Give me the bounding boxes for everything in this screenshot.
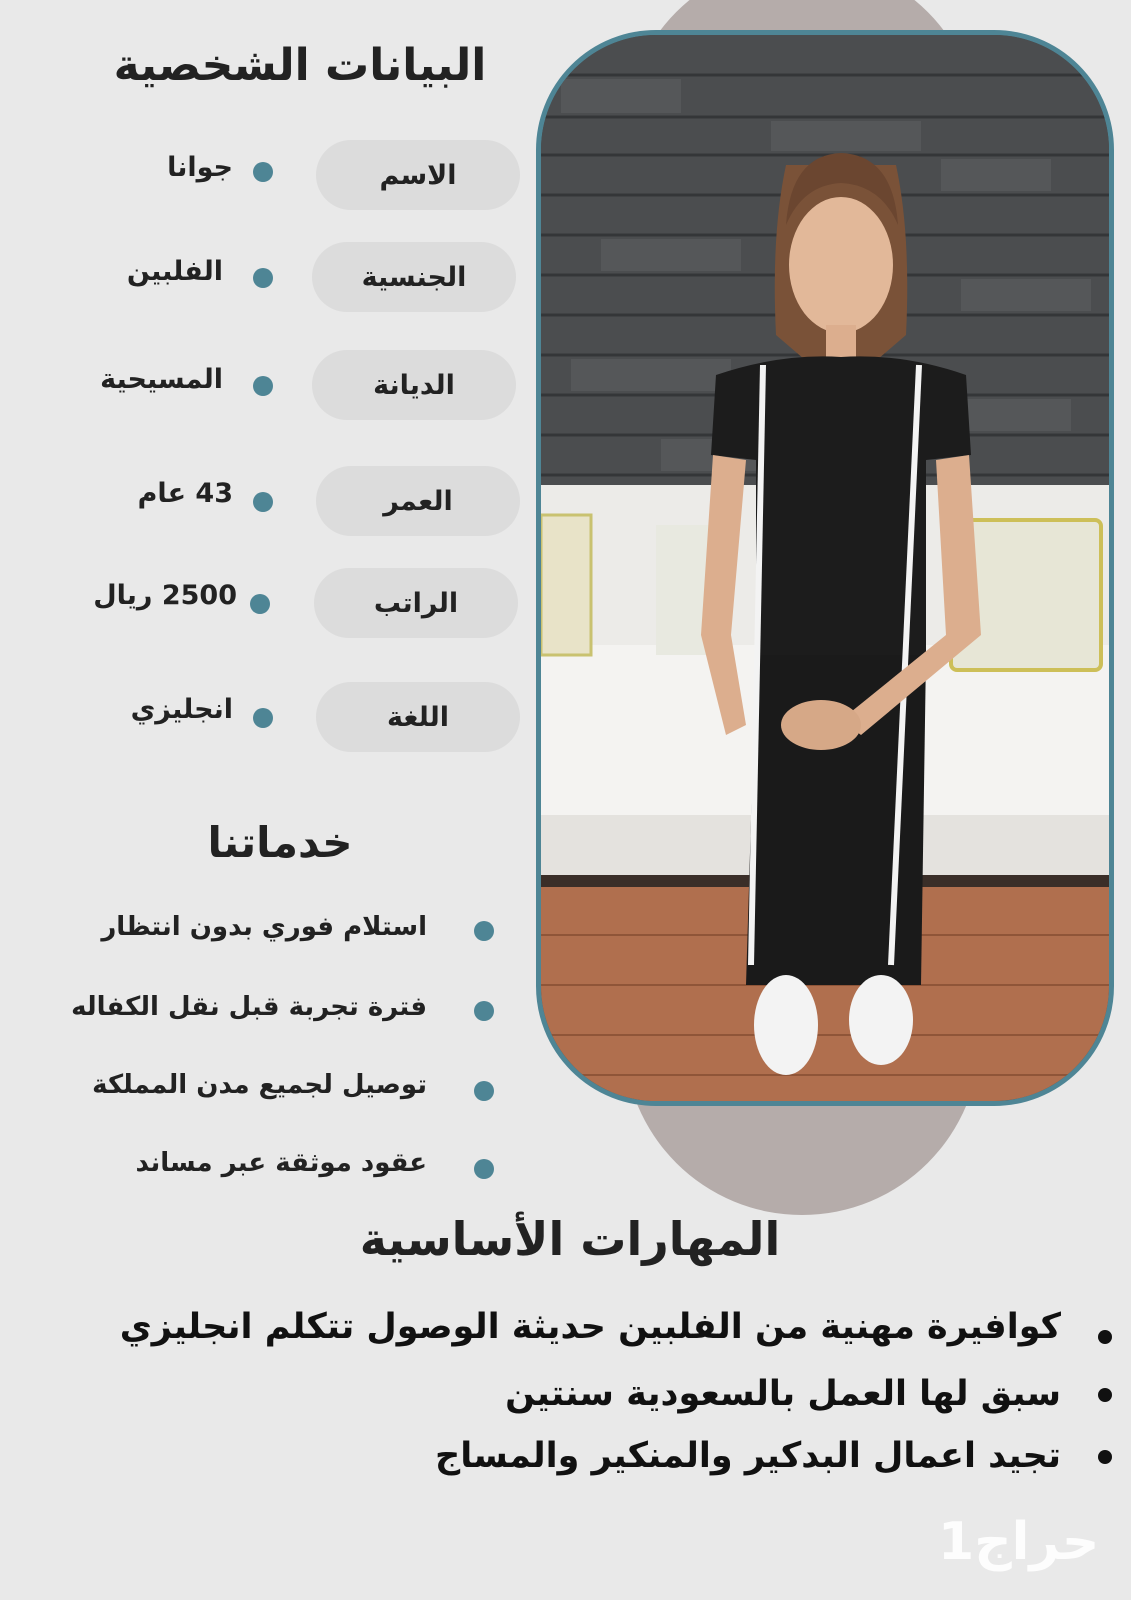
value-age: 43 عام: [137, 478, 233, 509]
service-item: استلام فوري بدون انتظار: [101, 912, 427, 942]
bullet-dot: [253, 376, 273, 396]
skill-item: تجيد اعمال البدكير والمنكير والمساج: [435, 1436, 1061, 1476]
bullet-dot: [474, 1001, 494, 1021]
skill-item: سبق لها العمل بالسعودية سنتين: [505, 1374, 1061, 1414]
bullet-dot: [474, 1081, 494, 1101]
skill-item: كوافيرة مهنية من الفلبين حديثة الوصول تتكلم انجليزي: [119, 1307, 1061, 1347]
bullet-dot: [253, 268, 273, 288]
bullet-dot: [253, 162, 273, 182]
label-salary: الراتب: [314, 568, 518, 638]
bullet-dot: [250, 594, 270, 614]
bullet-dot: [1098, 1450, 1112, 1464]
service-item: عقود موثقة عبر مساند: [135, 1148, 427, 1178]
personal-data-title: البيانات الشخصية: [113, 40, 487, 91]
bullet-dot: [474, 921, 494, 941]
label-name: الاسم: [316, 140, 520, 210]
services-title: خدماتنا: [207, 818, 353, 867]
label-religion: الديانة: [312, 350, 516, 420]
value-religion: المسيحية: [100, 364, 223, 395]
bullet-dot: [1098, 1388, 1112, 1402]
value-salary: 2500 ريال: [93, 580, 237, 611]
skills-title: المهارات الأساسية: [359, 1212, 781, 1266]
bullet-dot: [474, 1159, 494, 1179]
value-nationality: الفلبين: [126, 256, 223, 287]
watermark-logo: حراج1: [938, 1512, 1100, 1572]
service-item: فترة تجربة قبل نقل الكفاله: [71, 992, 427, 1022]
label-age: العمر: [316, 466, 520, 536]
bullet-dot: [253, 492, 273, 512]
label-language: اللغة: [316, 682, 520, 752]
label-nationality: الجنسية: [312, 242, 516, 312]
photo-illustration: [541, 35, 1109, 1101]
bullet-dot: [253, 708, 273, 728]
value-language: انجليزي: [130, 694, 233, 725]
value-name: جوانا: [167, 152, 233, 183]
bullet-dot: [1098, 1330, 1112, 1344]
profile-photo: [536, 30, 1114, 1106]
service-item: توصيل لجميع مدن المملكة: [92, 1070, 427, 1100]
